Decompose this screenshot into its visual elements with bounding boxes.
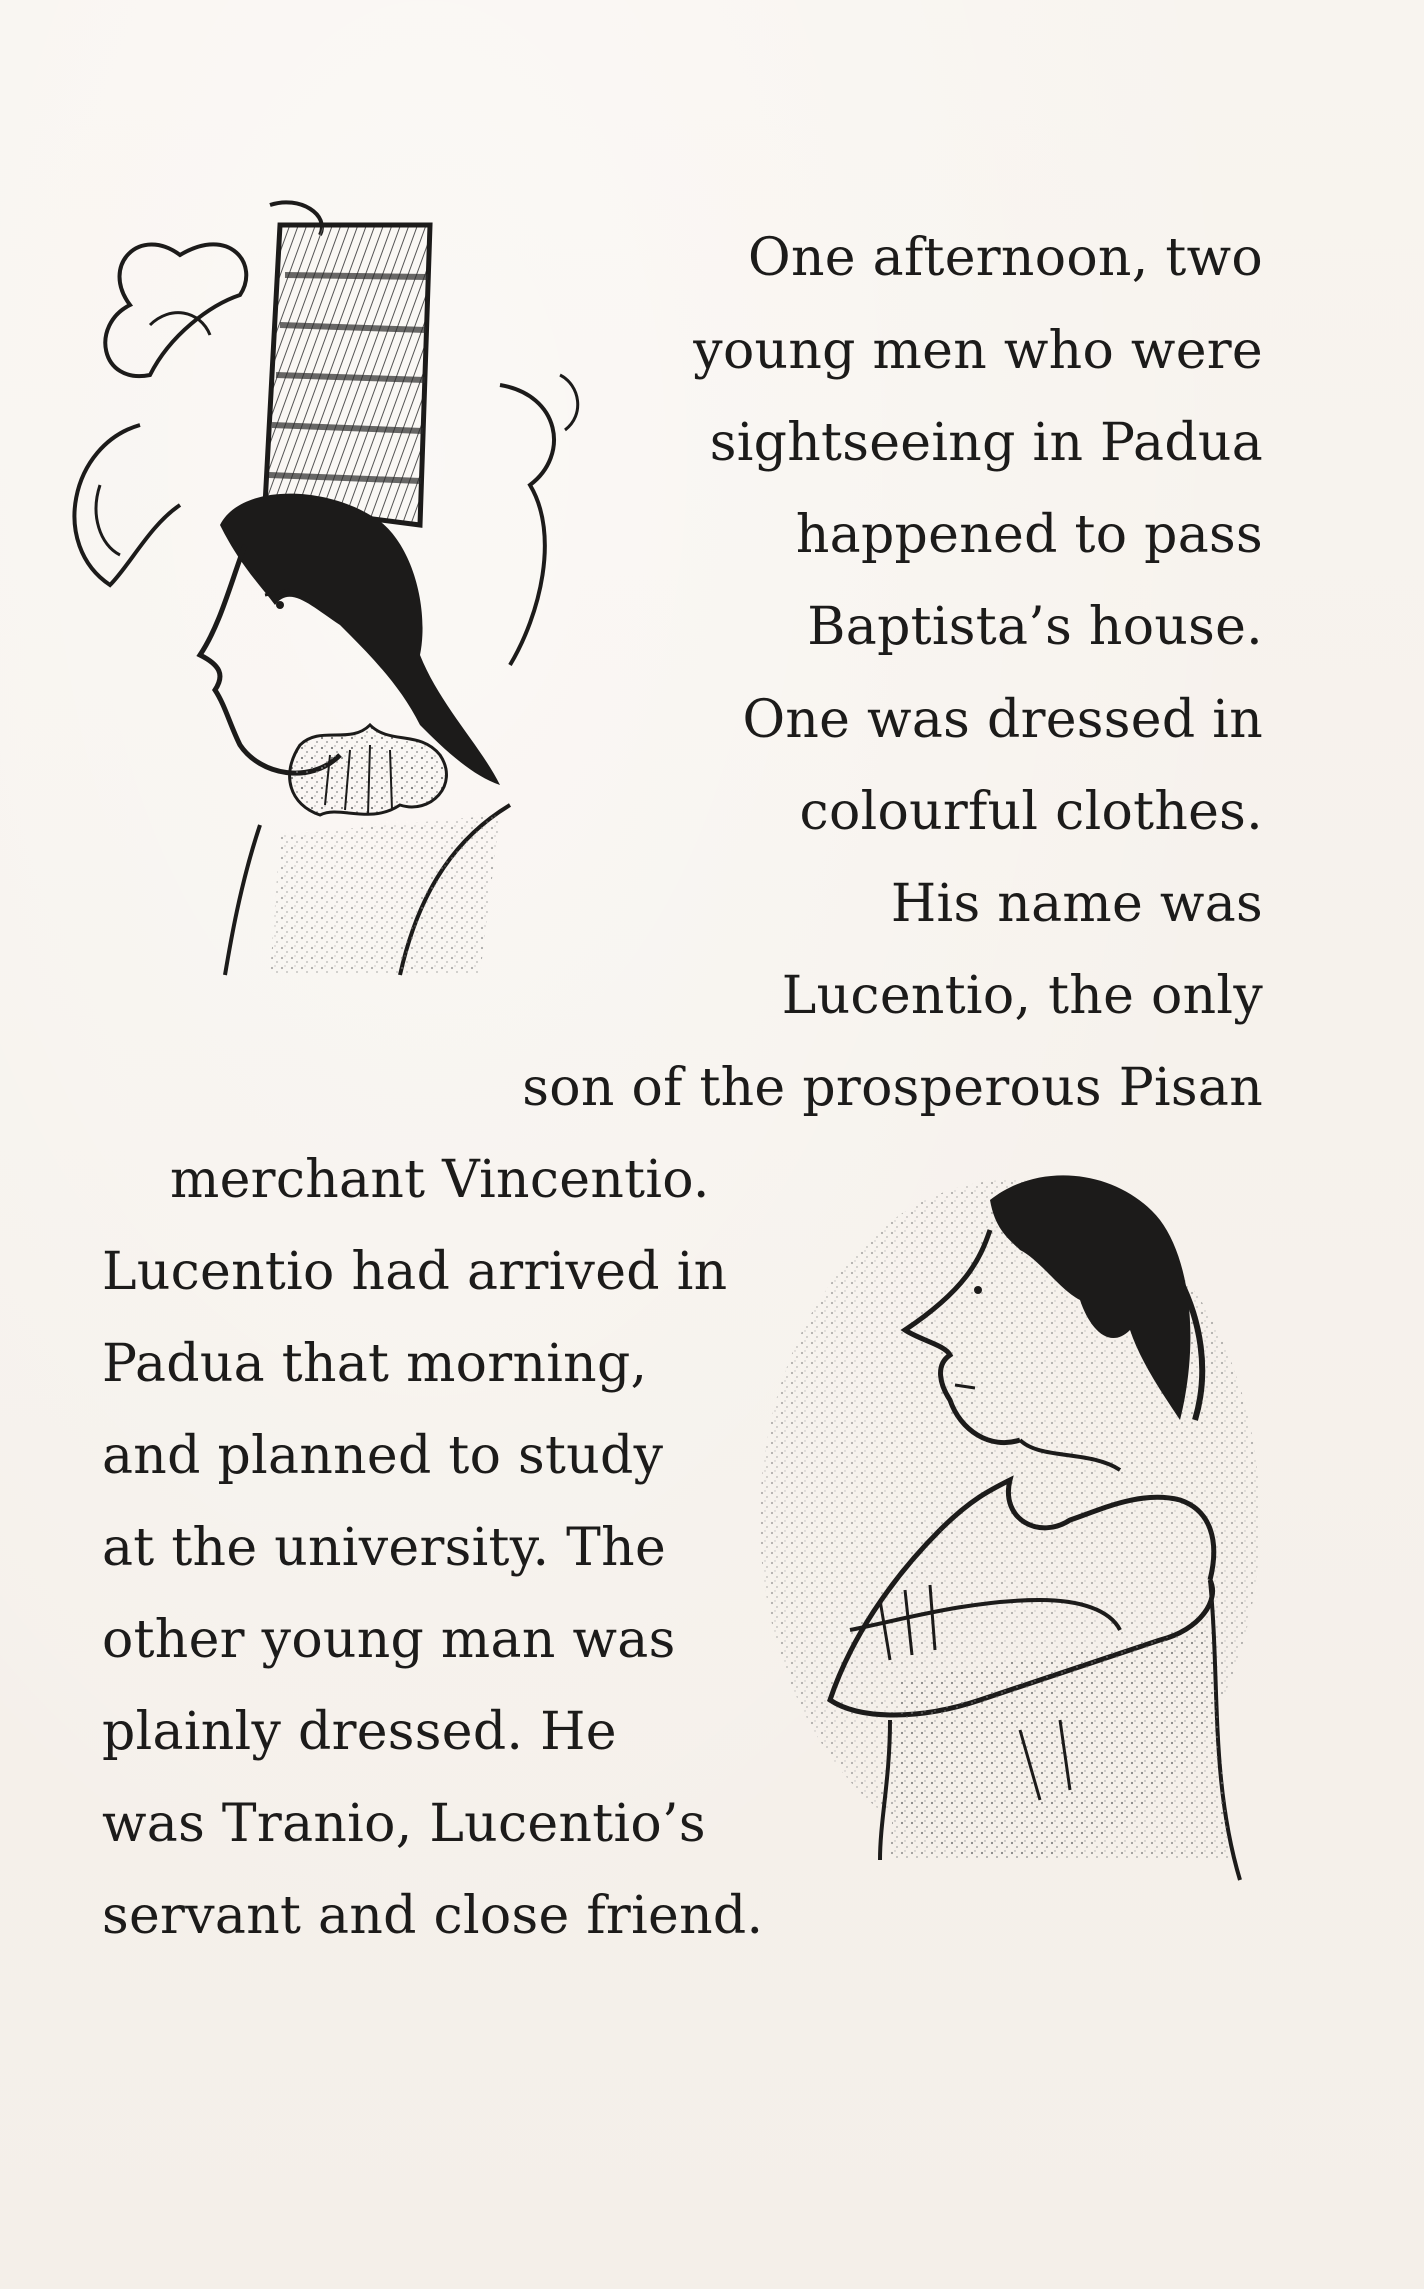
text-line: One afternoon, two	[748, 228, 1263, 288]
text-line: son of the prosperous Pisan	[522, 1058, 1263, 1118]
text-line: Baptista’s house.	[807, 597, 1263, 657]
text-line: at the university. The	[102, 1518, 667, 1578]
text-line: sightseeing in Padua	[709, 413, 1263, 473]
text-line: merchant Vincentio.	[170, 1150, 710, 1210]
text-line: was Tranio, Lucentio’s	[102, 1794, 706, 1854]
text-line: One was dressed in	[742, 690, 1263, 750]
text-line: other young man was	[102, 1610, 676, 1670]
text-line: His name was	[890, 874, 1263, 934]
tranio-portrait-illustration	[740, 1160, 1300, 1960]
text-line: young men who were	[693, 321, 1263, 381]
text-line: servant and close friend.	[102, 1886, 764, 1946]
text-line: happened to pass	[795, 505, 1263, 565]
text-line: Lucentio had arrived in	[102, 1242, 728, 1302]
text-line: Padua that morning,	[102, 1334, 648, 1394]
text-line: plainly dressed. He	[102, 1702, 617, 1762]
lucentio-portrait-illustration	[40, 185, 660, 985]
text-line: and planned to study	[102, 1426, 664, 1486]
text-line: colourful clothes.	[799, 782, 1263, 842]
text-line: Lucentio, the only	[781, 966, 1263, 1026]
